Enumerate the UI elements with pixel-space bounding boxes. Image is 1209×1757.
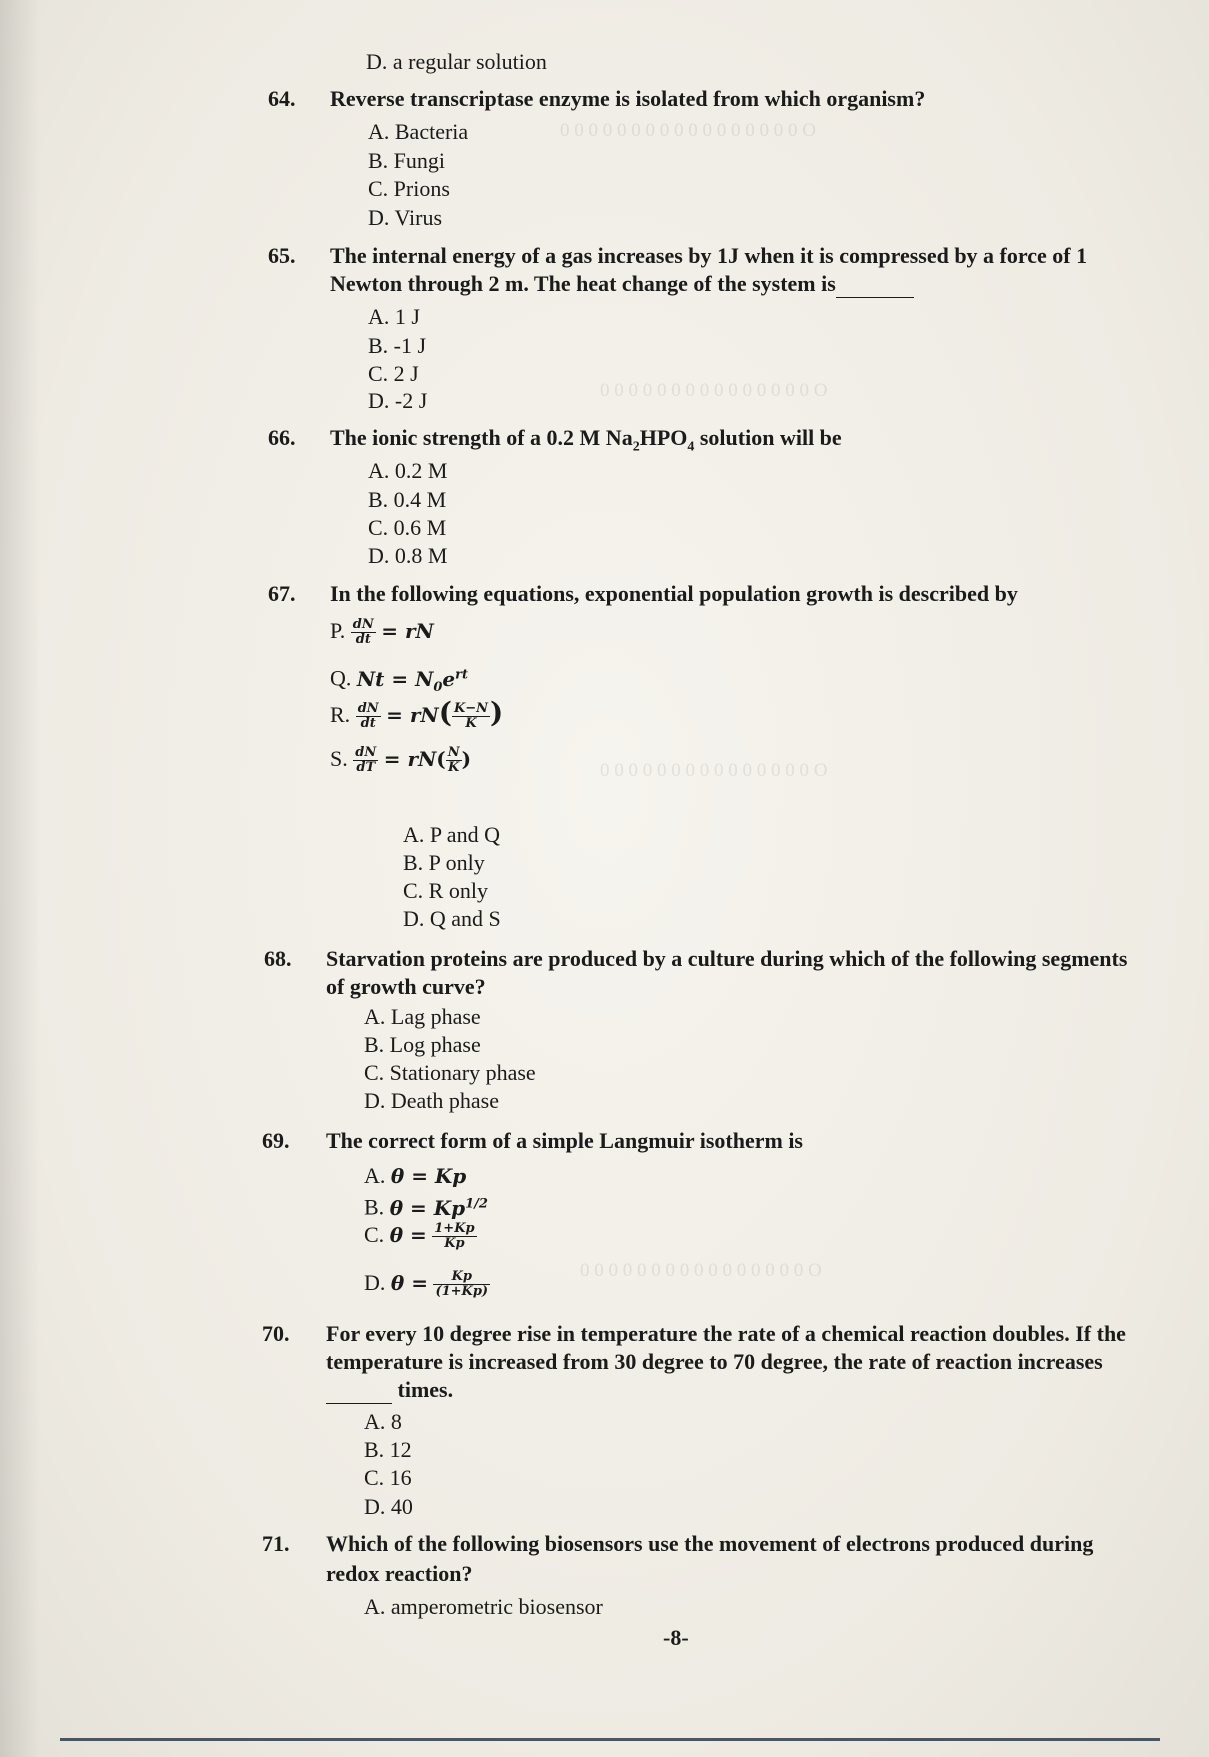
- option-c: C. R only: [403, 878, 488, 903]
- option-a: A. θ = Kp: [364, 1163, 467, 1188]
- option-label: B.: [364, 1194, 385, 1220]
- option-c: C. 2 J: [368, 361, 419, 386]
- option-a: A. Lag phase: [364, 1004, 481, 1029]
- option-b: B. Fungi: [368, 148, 446, 173]
- option-label: D.: [364, 1270, 386, 1295]
- page-shadow: [0, 0, 40, 1757]
- equation-r: R. $\frac{dN}{dt}$ = rN( $\frac{K-N}{K}$ ): [330, 696, 504, 732]
- option-d: D. 0.8 M: [368, 543, 448, 568]
- prev-option: D. a regular solution: [366, 49, 547, 74]
- stem-part: The ionic strength of a 0.2 M Na: [330, 425, 633, 450]
- option-b: B. 12: [364, 1437, 412, 1462]
- question-number: 70.: [262, 1321, 290, 1346]
- question-number: 64.: [268, 86, 296, 111]
- answer-blank: [836, 271, 914, 298]
- fraction: $\frac{K-N}{K}$: [453, 701, 489, 732]
- fraction: $\frac{dN}{dt}$: [352, 617, 374, 648]
- option-a: A. 1 J: [368, 304, 420, 329]
- equation-p: P. $\frac{dN}{dt}$ = rN: [330, 617, 434, 648]
- equation-q: Q. $Nt = N_0e^{rt}$: [330, 665, 469, 695]
- equation-label: Q.: [330, 665, 352, 691]
- option-d: D. 40: [364, 1494, 413, 1519]
- option-b: B. 0.4 M: [368, 487, 447, 512]
- question-number: 69.: [262, 1128, 290, 1153]
- question-stem-line2: [330, 271, 914, 298]
- question-stem-line1: The internal energy of a gas increases by 1J when it is compressed by a force of 1: [330, 243, 1088, 268]
- option-a: A. amperometric biosensor: [364, 1594, 603, 1619]
- option-c: C. Stationary phase: [364, 1060, 536, 1085]
- option-b: B. -1 J: [368, 333, 427, 358]
- option-d: D. Q and S: [403, 906, 501, 931]
- question-stem: [330, 425, 842, 460]
- equation-label: R.: [330, 702, 351, 727]
- option-label: A.: [364, 1163, 386, 1188]
- fraction: $\frac{1+Kp}{Kp}$: [434, 1221, 475, 1252]
- equation-s: S. $\frac{dN}{dT}$ = rN( $\frac{N}{K}$ ): [330, 745, 472, 776]
- option-d: D. -2 J: [368, 388, 428, 413]
- option-c: C. θ = $\frac{1+Kp}{Kp}$: [364, 1221, 475, 1252]
- bleed-through-text: O 0 0 0 0 0 0 0 0 0 0 0 0 0 0 0 0 0: [560, 120, 816, 141]
- fraction: $\frac{dN}{dT}$: [355, 745, 377, 776]
- option-b: B. $\theta = Kp^{1/2}$: [364, 1194, 488, 1220]
- option-a: A. Bacteria: [368, 119, 469, 144]
- question-stem-line2: of growth curve?: [326, 974, 486, 999]
- question-stem: The correct form of a simple Langmuir isotherm is: [326, 1128, 803, 1153]
- option-b: B. Log phase: [364, 1032, 481, 1057]
- question-stem-line2: temperature is increased from 30 degree to 70 degree, the rate of reaction increases: [326, 1349, 1103, 1374]
- question-stem-line1: Which of the following biosensors use the movement of electrons produced during: [326, 1531, 1094, 1556]
- stem-part: HPO: [639, 425, 688, 450]
- option-a: A. 8: [364, 1409, 402, 1434]
- subscript: 4: [687, 439, 695, 455]
- option-a: A. P and Q: [403, 822, 500, 847]
- question-stem: In the following equations, exponential population growth is described by: [330, 581, 1018, 606]
- option-c: C. 0.6 M: [368, 515, 447, 540]
- question-number: 71.: [262, 1531, 290, 1556]
- stem-part: solution will be: [694, 425, 842, 450]
- bottom-rule: [60, 1738, 1160, 1741]
- question-stem-line1: For every 10 degree rise in temperature the rate of a chemical reaction doubles. If the: [326, 1321, 1126, 1346]
- fraction: $\frac{N}{K}$: [447, 745, 460, 776]
- question-stem: Reverse transcriptase enzyme is isolated from which organism?: [330, 86, 926, 111]
- option-d: D. θ = $\frac{Kp}{(1+Kp)}$: [364, 1269, 489, 1300]
- option-a: A. 0.2 M: [368, 458, 448, 483]
- bleed-through-text: O 0 0 0 0 0 0 0 0 0 0 0 0 0 0 0 0: [580, 1260, 822, 1281]
- option-c: C. 16: [364, 1465, 412, 1490]
- stem-text: times.: [397, 1377, 454, 1402]
- option-c: C. Prions: [368, 176, 450, 201]
- question-stem-line1: Starvation proteins are produced by a culture during which of the following segments: [326, 946, 1128, 971]
- bleed-through-text: O 0 0 0 0 0 0 0 0 0 0 0 0 0 0 0: [600, 760, 828, 781]
- option-d: D. Death phase: [364, 1088, 500, 1113]
- question-number: 66.: [268, 425, 296, 450]
- question-number: 67.: [268, 581, 296, 606]
- fraction: $\frac{Kp}{(1+Kp)}$: [435, 1269, 489, 1300]
- fraction: $\frac{dN}{dt}$: [357, 701, 379, 732]
- question-number: 68.: [264, 946, 292, 971]
- question-stem-line2: redox reaction?: [326, 1561, 473, 1586]
- stem-text: Newton through 2 m. The heat change of the system is: [330, 271, 836, 296]
- equation-label: S.: [330, 746, 348, 771]
- option-b: B. P only: [403, 850, 485, 875]
- option-d: D. Virus: [368, 205, 443, 230]
- answer-blank: [326, 1377, 392, 1404]
- equation-label: P.: [330, 618, 346, 643]
- question-stem-line3: [326, 1377, 453, 1404]
- option-label: C.: [364, 1222, 385, 1247]
- subscript: 2: [632, 439, 640, 455]
- bleed-through-text: O 0 0 0 0 0 0 0 0 0 0 0 0 0 0 0: [600, 380, 828, 401]
- question-number: 65.: [268, 243, 296, 268]
- page-number: -8-: [663, 1625, 689, 1650]
